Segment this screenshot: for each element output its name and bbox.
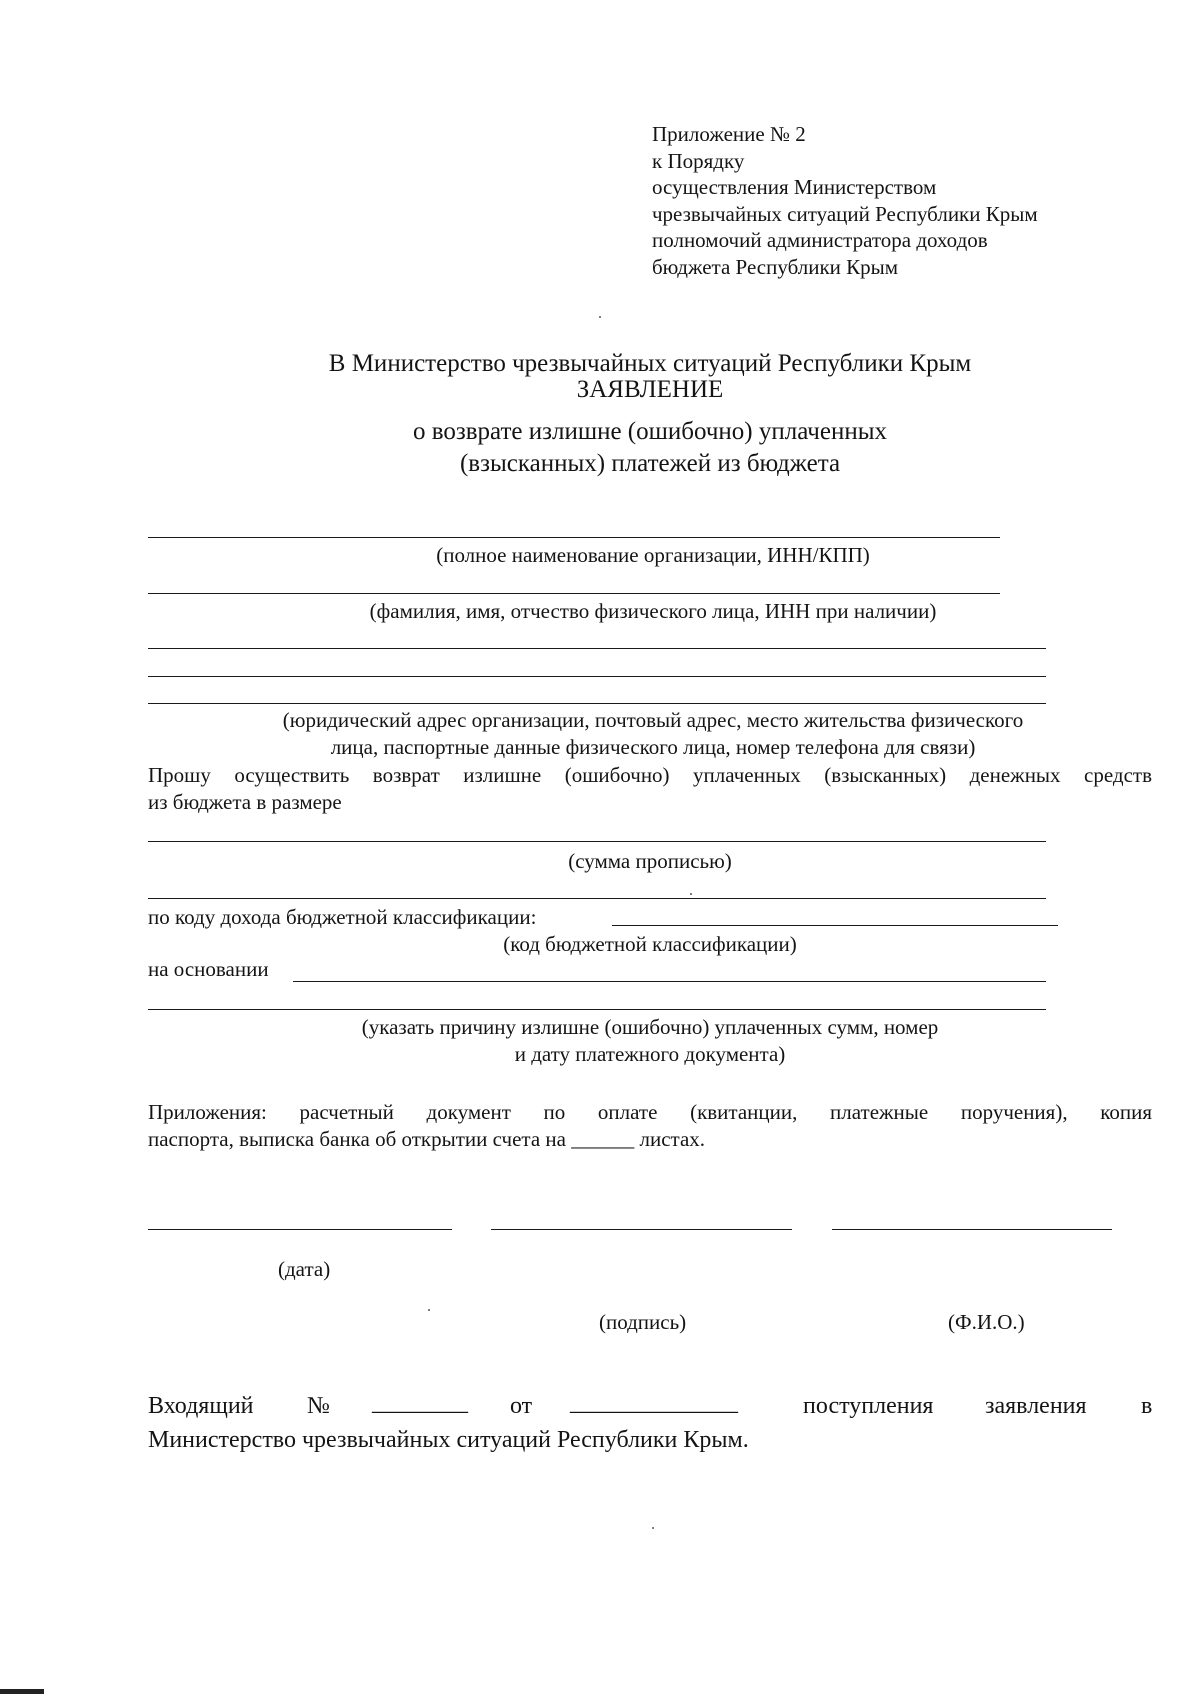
org-name-field-line[interactable] bbox=[148, 537, 1000, 538]
incoming-ministry: Министерство чрезвычайных ситуаций Республики Крым. bbox=[148, 1427, 749, 1453]
incoming-receipt: поступления bbox=[803, 1393, 934, 1419]
person-name-field-line[interactable] bbox=[148, 593, 1000, 594]
amount-field-line[interactable] bbox=[148, 841, 1046, 842]
appendix-line: полномочий администратора доходов bbox=[652, 228, 988, 252]
amount-field-line-2[interactable] bbox=[148, 898, 1046, 899]
document-title: ЗАЯВЛЕНИЕ bbox=[576, 376, 724, 403]
document-subtitle-line1: о возврате излишне (ошибочно) уплаченных bbox=[412, 418, 888, 445]
reason-caption-line2: и дату платежного документа) bbox=[514, 1042, 786, 1066]
incoming-number-sign: № bbox=[307, 1393, 330, 1419]
fio-field-line[interactable] bbox=[832, 1229, 1112, 1230]
scan-speck bbox=[652, 1527, 654, 1529]
scan-speck bbox=[428, 1309, 430, 1311]
appendix-line: чрезвычайных ситуаций Республики Крым bbox=[652, 201, 1038, 226]
addressee: В Министерство чрезвычайных ситуаций Республики Крым bbox=[328, 350, 972, 377]
appendix-line: к Порядку bbox=[652, 148, 745, 173]
appendix-line: осуществления Министерством bbox=[652, 175, 937, 199]
scan-edge-mark bbox=[0, 1689, 44, 1694]
scan-speck bbox=[690, 893, 692, 895]
date-field-line[interactable] bbox=[148, 1229, 452, 1230]
incoming-date-blank[interactable]: ______________ bbox=[570, 1390, 738, 1416]
date-caption: (дата) bbox=[278, 1257, 331, 1281]
address-field-line[interactable] bbox=[148, 703, 1046, 704]
attachments-line1: Приложения: расчетный документ по оплате (квитанции, платежные поручения), копия bbox=[148, 1100, 1152, 1124]
appendix-line: бюджета Республики Крым bbox=[652, 254, 899, 279]
address-field-line[interactable] bbox=[148, 648, 1046, 649]
address-field-line[interactable] bbox=[148, 676, 1046, 677]
incoming-in: в bbox=[1141, 1393, 1153, 1419]
address-caption-line1: (юридический адрес организации, почтовый адрес, место жительства физического bbox=[282, 708, 1024, 732]
org-name-caption: (полное наименование организации, ИНН/КПП) bbox=[436, 543, 870, 567]
signature-caption: (подпись) bbox=[599, 1310, 687, 1334]
signature-field-line[interactable] bbox=[491, 1229, 792, 1230]
attachments-line2: паспорта, выписка банка об открытии счета на ______ листах. bbox=[148, 1127, 706, 1151]
fio-caption: (Ф.И.О.) bbox=[948, 1310, 1025, 1334]
appendix-line: Приложение № 2 bbox=[652, 122, 806, 146]
scan-speck bbox=[599, 316, 601, 318]
basis-label: на основании bbox=[148, 957, 269, 981]
appendix-block bbox=[652, 121, 1038, 280]
kbk-label: по коду дохода бюджетной классификации: bbox=[148, 905, 537, 929]
request-text-line1: Прошу осуществить возврат излишне (ошибочно) уплаченных (взысканных) денежных средств bbox=[148, 763, 1152, 787]
basis-field-line-2[interactable] bbox=[148, 1009, 1046, 1010]
request-text-line2: из бюджета в размере bbox=[148, 790, 342, 814]
reason-caption-line1: (указать причину излишне (ошибочно) уплаченных сумм, номер bbox=[361, 1015, 939, 1039]
amount-caption: (сумма прописью) bbox=[568, 849, 732, 873]
incoming-number-blank[interactable]: ________ bbox=[372, 1390, 468, 1416]
incoming-application: заявления bbox=[985, 1393, 1087, 1419]
kbk-caption: (код бюджетной классификации) bbox=[503, 932, 797, 956]
incoming-word: Входящий bbox=[148, 1393, 254, 1419]
incoming-from: от bbox=[510, 1393, 533, 1419]
person-name-caption: (фамилия, имя, отчество физического лица, ИНН при наличии) bbox=[369, 599, 937, 623]
document-subtitle-line2: (взысканных) платежей из бюджета bbox=[459, 450, 841, 477]
address-caption-line2: лица, паспортные данные физического лица, номер телефона для связи) bbox=[330, 735, 976, 759]
basis-field-line[interactable] bbox=[293, 981, 1046, 982]
kbk-field-line[interactable] bbox=[612, 925, 1058, 926]
